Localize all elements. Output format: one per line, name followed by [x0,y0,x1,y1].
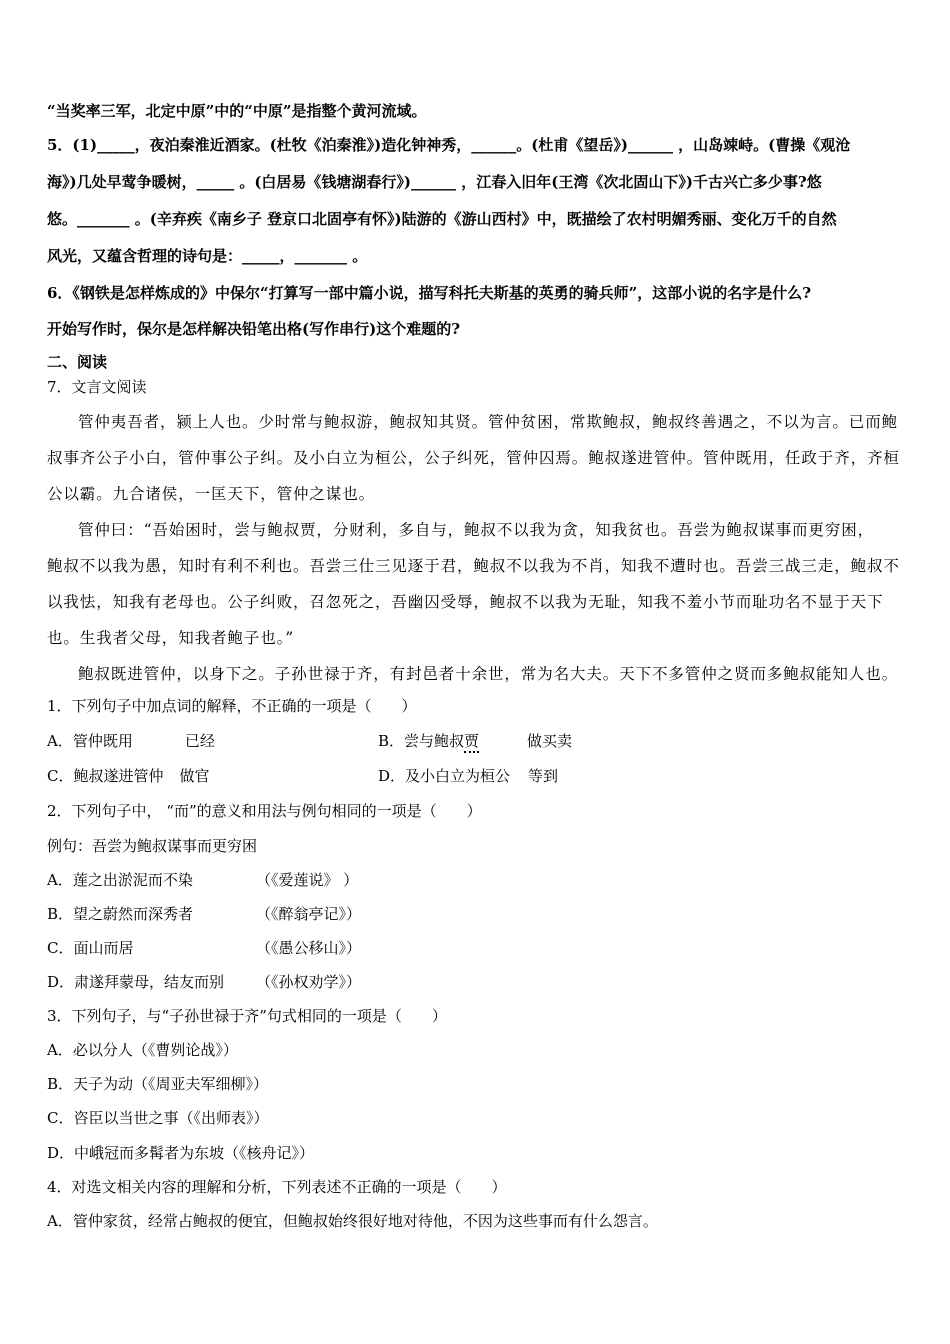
sub1-b-label: B．尝与鲍叔 [378,732,465,750]
sub1-a-label: A．管仲既用 [47,732,133,750]
sub2-c-text: C．面山而居 [47,939,134,957]
sub2-a-text: A．莲之出淤泥而不染 [47,871,193,889]
sub1-d-def: 等到 [528,767,559,785]
sub2-d-text: D．肃遂拜蒙母，结友而别 [47,973,225,991]
passage-p2-line-4: 也。生我者父母，知我者鲍子也。” [47,629,295,647]
sub1-c-def: 做官 [179,767,210,785]
sub3-option-a: A．必以分人（《曹刿论战》） [47,1041,238,1059]
passage-p1-line-1: 管仲夷吾者，颍上人也。少时常与鲍叔游，鲍叔知其贤。管仲贫困，常欺鲍叔，鲍叔终善遇之，不以为言。已而鲍 [78,413,899,431]
sub2-c-source: （《愚公移山》） [256,939,362,957]
passage-p2-line-1: 管仲曰：“吾始困时，尝与鲍叔贾，分财利，多自与，鲍叔不以我为贪，知我贫也。吾尝为鲍叔谋事而更穷困， [78,521,875,539]
sub1-option-c [47,766,210,786]
sub3-option-d: D．中峨冠而多髯者为东坡（《核舟记》） [47,1144,315,1162]
section-heading-reading: 二、阅读 [47,353,108,371]
q5-line-1: 5．(1)_____，夜泊秦淮近酒家。(杜牧《泊秦淮》)造化钟神秀，______。(杜甫《望岳》)______ ，山岛竦峙。(曹操《观沧 [47,136,851,154]
sub2-option-d [47,972,362,992]
sub4-option-a: A．管仲家贫，经常占鲍叔的便宜，但鲍叔始终很好地对待他，不因为这些事而有什么怨言。 [47,1212,658,1230]
sub1-a-def: 已经 [184,732,215,750]
sub2-stem: 2．下列句子中， “而”的意义和用法与例句相同的一项是（ ） [47,802,482,820]
sub1-option-a [47,731,215,751]
sub2-example: 例句：吾尝为鲍叔谋事而更穷困 [47,837,258,855]
sub1-b-dotted-word: 贾 [464,732,479,753]
sub1-b-def: 做买卖 [527,732,573,750]
sub1-option-d [378,766,558,786]
sub2-b-text: B．望之蔚然而深秀者 [47,905,194,923]
sub1-option-b [378,731,572,751]
q6-line-2: 开始写作时，保尔是怎样解决铅笔出格(写作串行)这个难题的? [47,320,460,338]
passage-p1-line-3: 公以霸。九合诸侯，一匡天下，管仲之谋也。 [47,485,376,503]
passage-p2-line-3: 以我怯，知我有老母也。公子纠败，召忽死之，吾幽囚受辱，鲍叔不以我为无耻，知我不羞小节而耻功名不显于天下 [47,593,884,611]
q7-title: 7．文言文阅读 [47,378,147,396]
sub2-option-a [47,870,359,890]
passage-p1-line-2: 叔事齐公子小白，管仲事公子纠。及小白立为桓公，公子纠死，管仲囚焉。鲍叔遂进管仲。管仲既用，任政于齐，齐桓 [47,449,900,467]
q6-line-1: 6．《钢铁是怎样炼成的》中保尔“打算写一部中篇小说，描写科托夫斯基的英勇的骑兵师”，这部小说的名字是什么? [47,284,811,302]
sub1-c-label: C．鲍叔遂进管仲 [47,767,164,785]
sub1-d-label: D．及小白立为桓公 [378,767,511,785]
q5-line-2: 海》)几处早莺争暖树，_____ 。(白居易《钱塘湖春行》)______ ，江春入旧年(王湾《次北固山下》)千古兴亡多少事?悠 [47,173,822,191]
sub3-stem: 3．下列句子，与“子孙世禄于齐”句式相同的一项是（ ） [47,1007,447,1025]
sub2-option-c [47,938,362,958]
q5-line-3: 悠。_______ 。(辛弃疾《南乡子 登京口北固亭有怀》)陆游的《游山西村》中，既描绘了农村明媚秀丽、变化万千的自然 [47,210,837,228]
passage-p2-line-2: 鲍叔不以我为愚，知时有利不利也。吾尝三仕三见逐于君，鲍叔不以我为不肖，知我不遭时也。吾尝三战三走，鲍叔不 [47,557,900,575]
sub4-stem: 4．对选文相关内容的理解和分析，下列表述不正确的一项是（ ） [47,1178,507,1196]
sub2-a-source: （《爱莲说》 ） [256,871,359,889]
sub2-b-source: （《醉翁亭记》） [256,905,362,923]
sub3-option-b: B．天子为动（《周亚夫军细柳》） [47,1075,269,1093]
sub1-stem: 1．下列句子中加点词的解释，不正确的一项是（ ） [47,697,417,715]
sub3-option-c: C．咨臣以当世之事（《出师表》） [47,1109,269,1127]
sub2-d-source: （《孙权劝学》） [256,973,362,991]
q5-line-4: 风光，又蕴含哲理的诗句是：_____，_______ 。 [47,247,368,265]
sub2-option-b [47,904,362,924]
passage-p3-line-1: 鲍叔既进管仲，以身下之。子孙世禄于齐，有封邑者十余世，常为名大夫。天下不多管仲之贤而多鲍叔能知人也。 [78,665,899,683]
poem-note-line: “当奖率三军，北定中原”中的“中原”是指整个黄河流域。 [47,102,427,120]
